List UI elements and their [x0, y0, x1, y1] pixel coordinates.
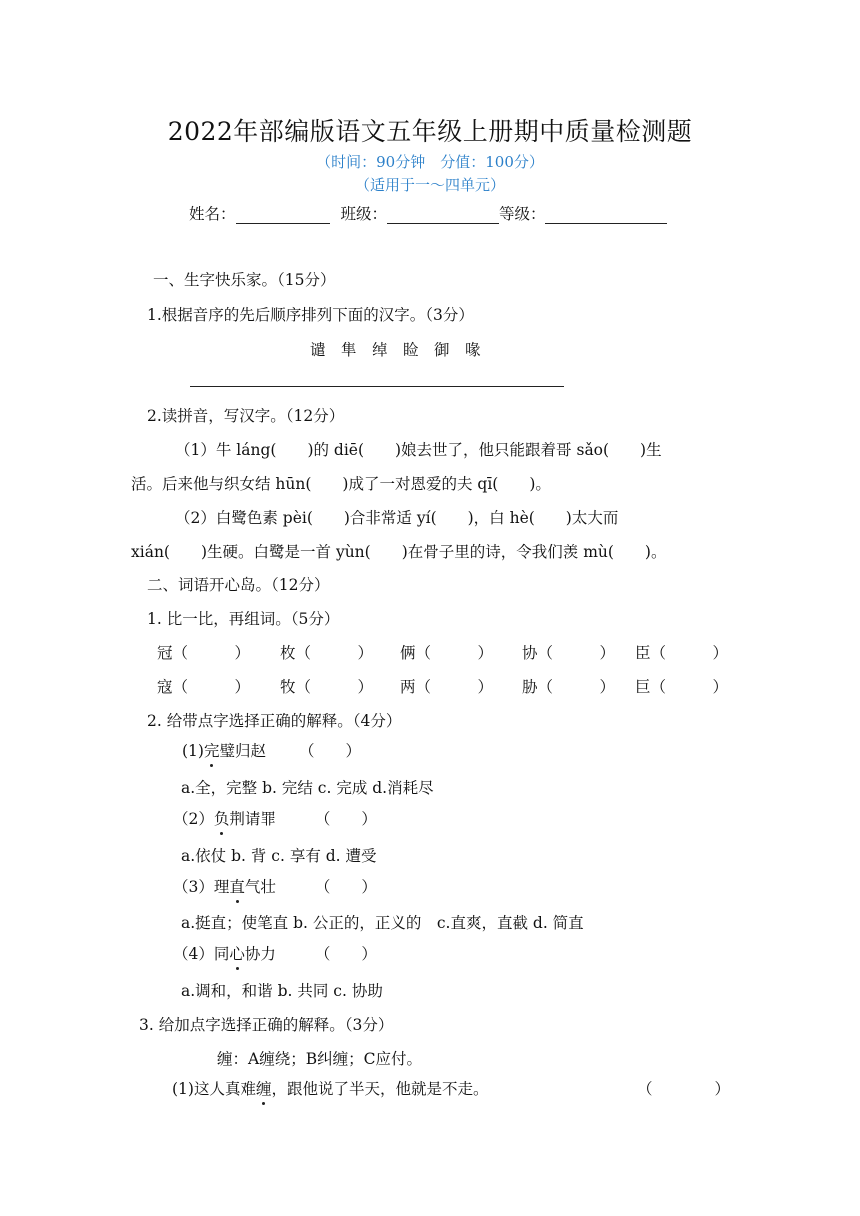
idiom-options-2: a.依仗 b. 背 c. 享有 d. 遭受 [181, 847, 377, 865]
compare-item: 寇（ ） [157, 678, 251, 696]
idiom-item-3 [173, 875, 377, 897]
grade-blank[interactable] [545, 207, 667, 224]
item-number: （2） [173, 810, 214, 828]
compare-item: 牧（ ） [280, 678, 374, 696]
name-blank[interactable] [236, 207, 330, 224]
idiom-pre: 同 [213, 945, 230, 963]
idiom-pre: 理 [213, 878, 230, 896]
idiom-options-3: a.挺直；使笔直 b. 公正的，正义的 c.直爽，直截 d. 简直 [181, 914, 584, 932]
s1-q1-characters: 谴 隼 绰 睑 御 喙 [310, 341, 481, 359]
dotted-char: 心 [229, 942, 245, 964]
section1-heading: 一、生字快乐家。（15分） [153, 271, 336, 289]
idiom-options-1: a.全，完整 b. 完结 c. 完成 d.消耗尽 [181, 779, 434, 797]
compare-item: 枚（ ） [280, 644, 374, 662]
class-blank[interactable] [387, 207, 499, 224]
s1-q1-title: 1.根据音序的先后顺序排列下面的汉字。（3分） [147, 306, 474, 324]
dotted-char: 完 [204, 739, 220, 761]
compare-item: 两（ ） [400, 678, 494, 696]
s1-q2-p2-line1: （2）白鹭色素 pèi( )合非常适 yí( )，白 hè( )太大而 [175, 509, 619, 527]
idiom-rest: 璧归赵 [219, 742, 266, 760]
s2-q3-definition: 缠：A缠绕；B纠缠；C应付。 [217, 1050, 422, 1068]
compare-item: 冠（ ） [157, 644, 251, 662]
sentence-end: ，跟他说了半天，他就是不走。 [271, 1080, 489, 1098]
idiom-rest: 荆请罪 [229, 810, 276, 828]
idiom-item-2 [173, 807, 377, 829]
scope-subtitle: （适用于一～四单元） [354, 176, 505, 194]
section2-heading: 二、词语开心岛。（12分） [147, 576, 330, 594]
name-label: 姓名： [189, 205, 236, 223]
s2-q3-title: 3. 给加点字选择正确的解释。（3分） [139, 1016, 394, 1034]
item-number: (1) [182, 742, 204, 760]
answer-paren[interactable]: （ ） [314, 810, 377, 828]
dotted-char: 负 [214, 807, 230, 829]
class-label: 班级： [340, 205, 387, 223]
idiom-rest: 协力 [244, 945, 276, 963]
student-info-line [189, 202, 667, 224]
compare-item: 胁（ ） [522, 678, 616, 696]
dotted-char: 缠 [256, 1077, 272, 1099]
compare-item: 臣（ ） [635, 644, 729, 662]
s2-q3-sentence-1 [172, 1077, 489, 1099]
s2-q2-title: 2. 给带点字选择正确的解释。（4分） [147, 712, 402, 730]
item-number: （3） [173, 878, 214, 896]
idiom-item-4 [173, 942, 377, 964]
compare-row-2 [157, 675, 728, 697]
compare-item: 俩（ ） [400, 644, 494, 662]
s1-q2-title: 2.读拼音，写汉字。（12分） [147, 407, 345, 425]
compare-item: 巨（ ） [635, 678, 729, 696]
compare-item: 协（ ） [522, 644, 616, 662]
answer-paren[interactable]: （ ） [314, 945, 377, 963]
s2-q1-title: 1. 比一比，再组词。（5分） [147, 610, 340, 628]
answer-paren[interactable]: （ ） [314, 878, 377, 896]
idiom-options-4: a.调和，和谐 b. 共同 c. 协助 [181, 982, 383, 1000]
sentence-start: (1)这人真难 [172, 1080, 256, 1098]
s1-q2-p1-line2: 活。后来他与织女结 hūn( )成了一对恩爱的夫 qī( )。 [131, 475, 551, 493]
page-title: 2022年部编版语文五年级上册期中质量检测题 [167, 117, 693, 146]
s1-q2-p1-line1: （1）牛 láng( )的 diē( )娘去世了，他只能跟着哥 sǎo( )生 [175, 441, 662, 459]
dotted-char: 直 [229, 875, 245, 897]
s1-q2-p2-line2: xián( )生硬。白鹭是一首 yùn( )在骨子里的诗，令我们羡 mù( )。 [131, 543, 667, 561]
idiom-item-1 [182, 739, 361, 761]
idiom-rest: 气壮 [244, 878, 276, 896]
time-score-subtitle: （时间：90分钟 分值：100分） [316, 153, 544, 171]
s2-q3-answer-paren[interactable]: （ ） [637, 1080, 731, 1098]
item-number: （4） [173, 945, 214, 963]
answer-paren[interactable]: （ ） [298, 742, 361, 760]
s1-q1-answer-line[interactable] [190, 386, 564, 387]
compare-row-1 [157, 641, 728, 663]
grade-label: 等级： [498, 205, 546, 223]
